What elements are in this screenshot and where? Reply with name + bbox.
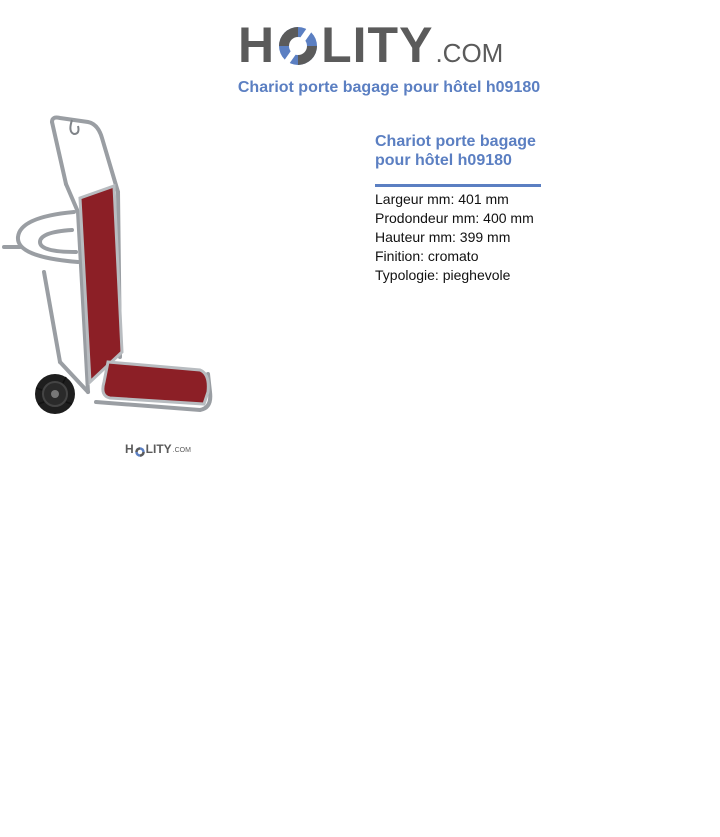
spec-height: Hauteur mm: 399 mm xyxy=(375,229,511,245)
title-divider xyxy=(375,184,541,187)
small-logo-text-h: H xyxy=(125,442,134,456)
spec-depth: Prodondeur mm: 400 mm xyxy=(375,210,534,226)
small-logo-text-domain: .COM xyxy=(172,447,191,454)
spec-width: Largeur mm: 401 mm xyxy=(375,191,509,207)
spec-type: Typologie: pieghevole xyxy=(375,267,511,283)
small-holity-logo xyxy=(125,443,191,455)
holity-logo[interactable] xyxy=(238,12,504,73)
luggage-trolley-icon xyxy=(0,112,225,427)
logo-text-domain: .COM xyxy=(435,38,504,68)
logo-o-icon xyxy=(278,26,318,66)
page-title: Chariot porte bagage pour hôtel h09180 xyxy=(237,79,541,96)
product-name: Chariot porte bagage pour hôtel h09180 xyxy=(375,133,536,169)
small-logo-o-icon xyxy=(135,444,145,454)
product-info xyxy=(375,132,545,285)
small-logo-text-lity: LITY xyxy=(145,442,172,456)
spec-finish: Finition: cromato xyxy=(375,248,479,264)
logo-text-lity: LITY xyxy=(321,17,434,73)
logo-text-h: H xyxy=(238,17,276,73)
product-image xyxy=(0,112,225,427)
